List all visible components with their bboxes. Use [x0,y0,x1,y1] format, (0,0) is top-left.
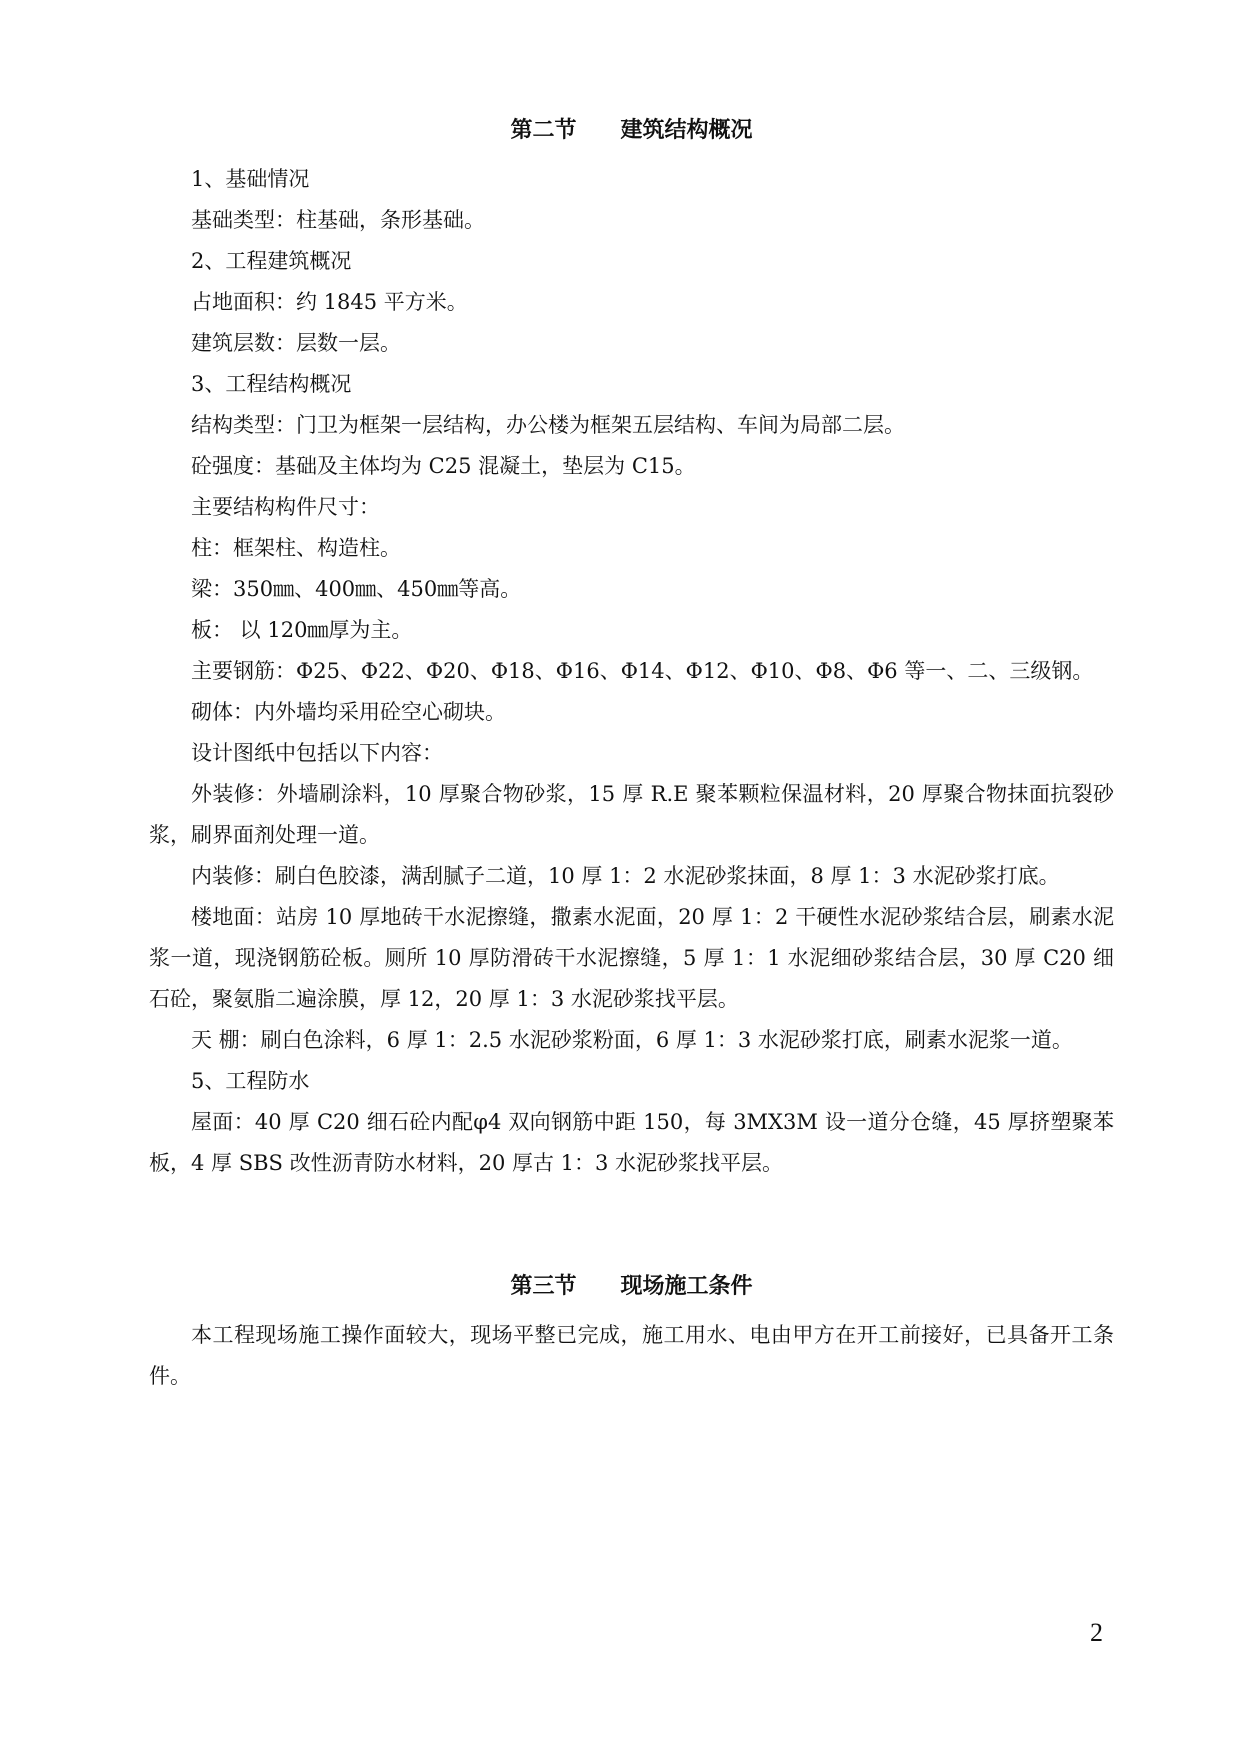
paragraph: 2、工程建筑概况 [191,249,352,273]
paragraph: 3、工程结构概况 [191,372,352,396]
spacer [149,1307,1114,1315]
paragraph: 占地面积：约 1845 平方米。 [191,290,468,314]
paragraph: 砌体：内外墙均采用砼空心砌块。 [191,700,506,724]
paragraph: 设计图纸中包括以下内容： [191,741,443,765]
paragraph: 砼强度：基础及主体均为 C25 混凝土，垫层为 C15。 [191,454,696,478]
spacer [149,1184,1114,1266]
paragraph: 结构类型：门卫为框架一层结构，办公楼为框架五层结构、车间为局部二层。 [191,413,905,437]
section-body [149,159,1114,1184]
page-number: 2 [1090,1618,1103,1647]
paragraph: 基础类型：柱基础，条形基础。 [191,208,485,232]
paragraph: 天 棚：刷白色涂料，6 厚 1：2.5 水泥砂浆粉面，6 厚 1：3 水泥砂浆打底，刷素水泥浆一道。 [191,1028,1073,1052]
paragraph: 建筑层数：层数一层。 [191,331,401,355]
paragraph: 本工程现场施工操作面较大，现场平整已完成，施工用水、电由甲方在开工前接好，已具备开工条件。 [149,1323,1114,1388]
section-heading: 第二节 建筑结构概况 [510,118,753,143]
paragraph: 板： 以 120㎜厚为主。 [191,618,413,642]
paragraph: 屋面：40 厚 C20 细石砼内配φ4 双向钢筋中距 150，每 3MX3M 设一道分仓缝，45 厚挤塑聚苯板，4 厚 SBS 改性沥青防水材料，20 厚古 1：3 水泥砂浆找平层。 [149,1110,1114,1175]
section-heading: 第三节 现场施工条件 [510,1274,753,1299]
paragraph: 主要结构构件尺寸： [191,495,380,519]
paragraph: 5、工程防水 [191,1069,310,1093]
section-body [149,1315,1114,1397]
spacer [149,151,1114,159]
paragraph: 柱：框架柱、构造柱。 [191,536,401,560]
paragraph: 外装修：外墙刷涂料，10 厚聚合物砂浆，15 厚 R.E 聚苯颗粒保温材料，20 厚聚合物抹面抗裂砂浆，刷界面剂处理一道。 [149,782,1114,847]
paragraph: 1、基础情况 [191,167,310,191]
paragraph: 楼地面：站房 10 厚地砖干水泥擦缝，撒素水泥面，20 厚 1：2 干硬性水泥砂浆结合层，刷素水泥浆一道，现浇钢筋砼板。厕所 10 厚防滑砖干水泥擦缝，5 厚 1：1 水泥细砂浆结合层，30 厚 C20 细石砼，聚氨脂二遍涂膜，厚 12，20 厚 1：3 水泥砂浆找平层。 [149,905,1114,1011]
document-body [149,110,1114,1397]
paragraph: 内装修：刷白色胶漆，满刮腻子二道，10 厚 1：2 水泥砂浆抹面，8 厚 1：3 水泥砂浆打底。 [191,864,1060,888]
paragraph: 主要钢筋：Φ25、Φ22、Φ20、Φ18、Φ16、Φ14、Φ12、Φ10、Φ8、Φ6 等一、二、三级钢。 [191,659,1094,683]
paragraph: 梁：350㎜、400㎜、450㎜等高。 [191,577,522,601]
